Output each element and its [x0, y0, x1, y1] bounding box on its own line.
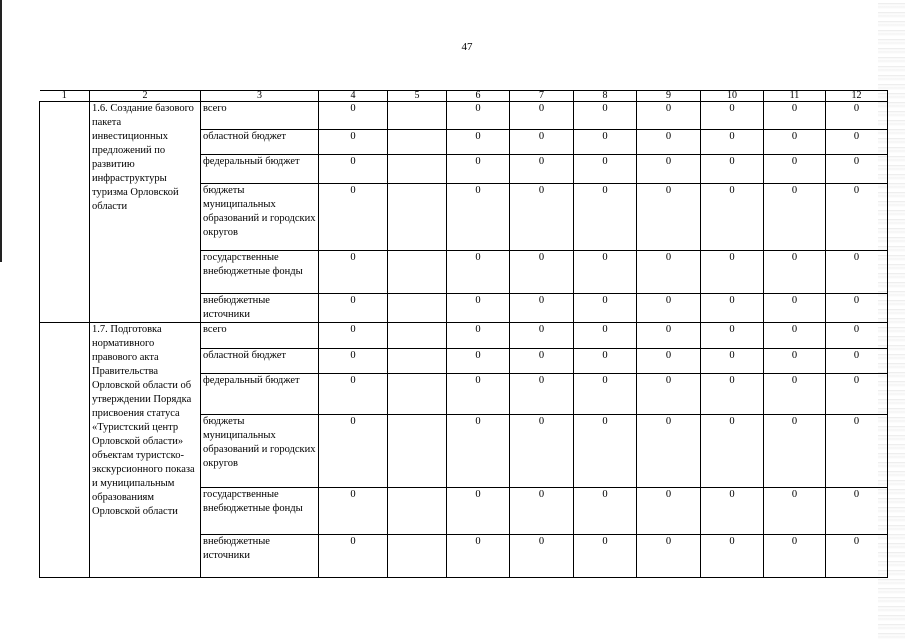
- value-cell: 0: [764, 349, 826, 374]
- value-cell: [388, 323, 447, 349]
- value-cell: 0: [637, 155, 701, 184]
- value-cell: 0: [574, 535, 637, 578]
- value-cell: 0: [764, 102, 826, 130]
- value-cell: 0: [319, 323, 388, 349]
- value-cell: [388, 374, 447, 415]
- value-cell: 0: [319, 535, 388, 578]
- value-cell: 0: [574, 294, 637, 323]
- value-cell: 0: [447, 535, 510, 578]
- header-cell: 7: [510, 91, 574, 102]
- value-cell: 0: [701, 488, 764, 535]
- header-cell: 11: [764, 91, 826, 102]
- value-cell: 0: [764, 155, 826, 184]
- value-cell: 0: [826, 155, 888, 184]
- header-cell: 5: [388, 91, 447, 102]
- value-cell: 0: [637, 415, 701, 488]
- header-cell: 1: [40, 91, 90, 102]
- value-cell: 0: [319, 155, 388, 184]
- value-cell: 0: [637, 184, 701, 251]
- value-cell: 0: [510, 130, 574, 155]
- funding-source: федеральный бюджет: [201, 374, 319, 415]
- value-cell: 0: [637, 349, 701, 374]
- funding-source: всего: [201, 102, 319, 130]
- value-cell: 0: [510, 488, 574, 535]
- value-cell: 0: [701, 535, 764, 578]
- value-cell: 0: [319, 130, 388, 155]
- funding-source: бюджеты муниципальных образований и городских округов: [201, 415, 319, 488]
- value-cell: 0: [447, 415, 510, 488]
- value-cell: 0: [447, 294, 510, 323]
- value-cell: 0: [764, 130, 826, 155]
- scan-left-edge: [0, 0, 2, 262]
- funding-source: государственные внебюджетные фонды: [201, 251, 319, 294]
- value-cell: [388, 251, 447, 294]
- value-cell: 0: [574, 102, 637, 130]
- value-cell: 0: [510, 102, 574, 130]
- value-cell: 0: [447, 251, 510, 294]
- value-cell: 0: [319, 184, 388, 251]
- value-cell: 0: [701, 349, 764, 374]
- value-cell: 0: [826, 415, 888, 488]
- value-cell: [388, 415, 447, 488]
- value-cell: [388, 488, 447, 535]
- header-cell: 3: [201, 91, 319, 102]
- col1-cell: [40, 102, 90, 323]
- value-cell: 0: [447, 488, 510, 535]
- value-cell: 0: [826, 349, 888, 374]
- value-cell: 0: [447, 130, 510, 155]
- value-cell: 0: [764, 184, 826, 251]
- value-cell: 0: [319, 415, 388, 488]
- value-cell: 0: [510, 374, 574, 415]
- value-cell: 0: [510, 323, 574, 349]
- value-cell: 0: [574, 323, 637, 349]
- value-cell: 0: [319, 251, 388, 294]
- value-cell: 0: [826, 251, 888, 294]
- value-cell: 0: [637, 323, 701, 349]
- value-cell: 0: [574, 415, 637, 488]
- value-cell: 0: [764, 323, 826, 349]
- value-cell: [388, 184, 447, 251]
- value-cell: 0: [319, 294, 388, 323]
- budget-table: [39, 90, 888, 578]
- value-cell: 0: [701, 294, 764, 323]
- value-cell: 0: [574, 374, 637, 415]
- value-cell: 0: [637, 535, 701, 578]
- value-cell: 0: [701, 251, 764, 294]
- value-cell: 0: [637, 130, 701, 155]
- funding-source: внебюджетные источники: [201, 294, 319, 323]
- value-cell: 0: [637, 374, 701, 415]
- value-cell: 0: [701, 323, 764, 349]
- value-cell: 0: [701, 102, 764, 130]
- value-cell: 0: [447, 349, 510, 374]
- value-cell: 0: [510, 535, 574, 578]
- value-cell: 0: [447, 155, 510, 184]
- value-cell: 0: [764, 488, 826, 535]
- header-cell: 12: [826, 91, 888, 102]
- value-cell: 0: [574, 488, 637, 535]
- header-cell: 2: [90, 91, 201, 102]
- value-cell: 0: [319, 102, 388, 130]
- funding-source: всего: [201, 323, 319, 349]
- value-cell: 0: [447, 374, 510, 415]
- header-cell: 10: [701, 91, 764, 102]
- value-cell: 0: [637, 294, 701, 323]
- header-cell: 8: [574, 91, 637, 102]
- col1-cell: [40, 323, 90, 578]
- value-cell: 0: [319, 349, 388, 374]
- value-cell: 0: [447, 184, 510, 251]
- value-cell: 0: [826, 535, 888, 578]
- value-cell: [388, 349, 447, 374]
- value-cell: 0: [826, 102, 888, 130]
- value-cell: 0: [510, 184, 574, 251]
- value-cell: 0: [510, 251, 574, 294]
- funding-source: областной бюджет: [201, 349, 319, 374]
- value-cell: 0: [574, 155, 637, 184]
- table-row: [40, 102, 888, 130]
- value-cell: 0: [701, 184, 764, 251]
- value-cell: 0: [701, 155, 764, 184]
- funding-source: внебюджетные источники: [201, 535, 319, 578]
- value-cell: 0: [510, 294, 574, 323]
- value-cell: 0: [826, 323, 888, 349]
- measure-name: 1.6. Создание базового пакета инвестиционных предложений по развитию инфраструктуры туризма Орловской области: [90, 102, 201, 323]
- value-cell: 0: [574, 130, 637, 155]
- value-cell: 0: [826, 184, 888, 251]
- funding-source: государственные внебюджетные фонды: [201, 488, 319, 535]
- funding-source: областной бюджет: [201, 130, 319, 155]
- value-cell: 0: [637, 488, 701, 535]
- value-cell: 0: [826, 374, 888, 415]
- value-cell: 0: [637, 102, 701, 130]
- value-cell: 0: [574, 184, 637, 251]
- value-cell: 0: [637, 251, 701, 294]
- value-cell: 0: [764, 415, 826, 488]
- header-cell: 6: [447, 91, 510, 102]
- value-cell: 0: [764, 535, 826, 578]
- value-cell: 0: [764, 251, 826, 294]
- value-cell: 0: [447, 323, 510, 349]
- value-cell: 0: [510, 155, 574, 184]
- value-cell: 0: [701, 374, 764, 415]
- value-cell: 0: [701, 415, 764, 488]
- value-cell: [388, 155, 447, 184]
- value-cell: 0: [826, 488, 888, 535]
- value-cell: 0: [319, 374, 388, 415]
- value-cell: 0: [447, 102, 510, 130]
- header-cell: 4: [319, 91, 388, 102]
- measure-name: 1.7. Подготовка нормативного правового акта Правительства Орловской области об утверждении Порядка присвоения статуса «Туристский центр Орловской области» объектам туристско-экскурсионного показа и муниципальным образованиям Орловской области: [90, 323, 201, 578]
- value-cell: 0: [510, 349, 574, 374]
- value-cell: 0: [826, 294, 888, 323]
- page-number: 47: [461, 41, 473, 53]
- header-cell: 9: [637, 91, 701, 102]
- value-cell: [388, 130, 447, 155]
- value-cell: 0: [701, 130, 764, 155]
- funding-source: бюджеты муниципальных образований и городских округов: [201, 184, 319, 251]
- header-row: [40, 91, 888, 102]
- value-cell: 0: [510, 415, 574, 488]
- value-cell: [388, 535, 447, 578]
- table-row: [40, 323, 888, 349]
- funding-source: федеральный бюджет: [201, 155, 319, 184]
- value-cell: 0: [574, 349, 637, 374]
- value-cell: 0: [826, 130, 888, 155]
- value-cell: [388, 294, 447, 323]
- value-cell: 0: [319, 488, 388, 535]
- value-cell: 0: [764, 374, 826, 415]
- value-cell: [388, 102, 447, 130]
- value-cell: 0: [574, 251, 637, 294]
- value-cell: 0: [764, 294, 826, 323]
